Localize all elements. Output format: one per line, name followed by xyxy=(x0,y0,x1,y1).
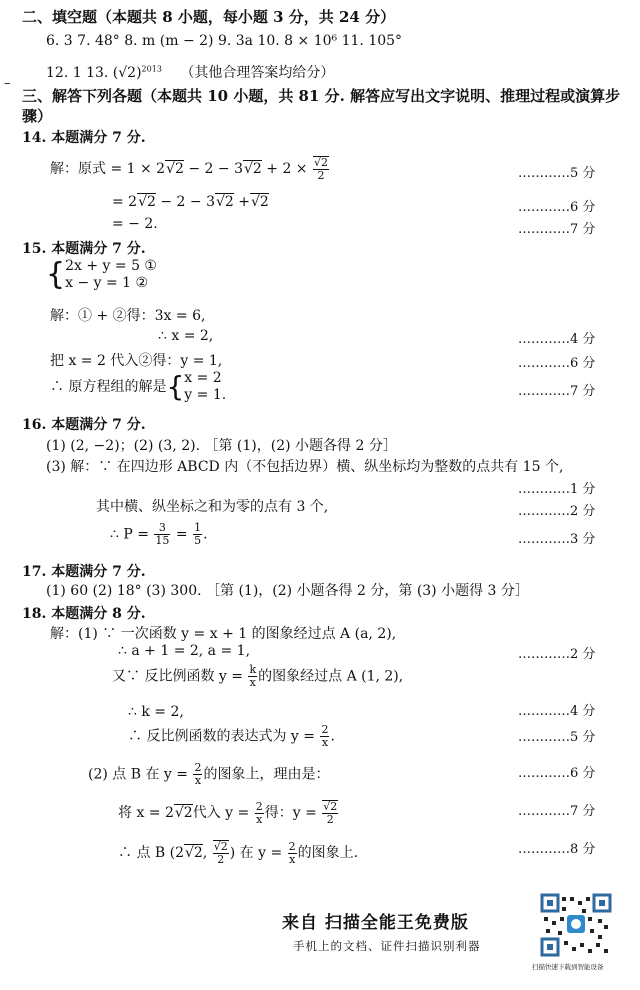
q18-line-5: ∴ 反比例函数的表达式为 y = $\frac{2}{x}$ . xyxy=(128,723,335,749)
q18-line-6: (2) 点 B 在 y = $\frac{2}{x}$ 的图象上，理由是： xyxy=(88,761,330,787)
q15-line-1: 解：① + ②得：3x = 6, xyxy=(50,308,206,324)
q14-line-1: 解：原式 = 1 × 2√2 − 2 − 3√2 + 2 × $\frac{√2}{2}$ xyxy=(50,156,328,182)
q18-line-3: 又∵ 反比例函数 y = $\frac{k}{x}$ 的图象经过点 A (1, 2), xyxy=(112,663,404,689)
q18-score-4: …………6 分 xyxy=(518,766,596,781)
q15-score-2: …………6 分 xyxy=(518,356,596,371)
section-3-heading: 三、解答下列各题（本题共 10 小题，共 81 分. 解答应写出文字说明、推理过程或演算步 xyxy=(22,87,621,105)
q15-score-1: …………4 分 xyxy=(518,332,596,347)
q18-line-4: ∴ k = 2, xyxy=(128,704,184,720)
q17-title: 17. 本题满分 7 分. xyxy=(22,564,146,580)
q16-score-1: …………1 分 xyxy=(518,482,596,497)
watermark-subtitle: 手机上的文档、证件扫描识别利器 xyxy=(293,939,481,953)
q18-title: 18. 本题满分 8 分. xyxy=(22,606,146,622)
q16-score-2: …………2 分 xyxy=(518,504,596,519)
qr-caption: 扫描快速下载到智能设备 xyxy=(532,963,604,971)
q14-line-3: = − 2. xyxy=(112,216,158,232)
q16-title: 16. 本题满分 7 分. xyxy=(22,417,146,433)
section-2-heading: 二、填空题（本题共 8 小题，每小题 3 分，共 24 分） xyxy=(22,8,396,26)
q15-system: { 2x + y = 5 ① x − y = 1 ② xyxy=(46,257,157,292)
q18-line-8: ∴ 点 B (2√2, $\frac{√2}{2}$ ) 在 y = $\frac{2}{x}$ 的图象上. xyxy=(118,839,359,866)
q15-line-4: ∴ 原方程组的解是{ x = 2 y = 1. xyxy=(50,370,227,403)
q15-title: 15. 本题满分 7 分. xyxy=(22,241,146,257)
margin-mark: – xyxy=(4,76,11,91)
q18-score-1: …………2 分 xyxy=(518,647,596,662)
q15-line-3: 把 x = 2 代入②得：y = 1, xyxy=(50,353,223,369)
q18-score-3: …………5 分 xyxy=(518,730,596,745)
answers-row-2: 12. 1 13. $(√2)^{2013}$ （其他合理答案均给分） xyxy=(46,64,335,81)
q16-line-4: ∴ P = $\frac{3}{15}$ = $\frac{1}{5}$ . xyxy=(110,521,208,547)
q18-score-6: …………8 分 xyxy=(518,842,596,857)
q18-line-7: 将 x = 2√2代入 y = $\frac{2}{x}$ 得：y = $\frac{√2}{2}$ xyxy=(118,799,338,826)
q15-line-2: ∴ x = 2, xyxy=(158,328,214,344)
q14-line-2: = 2√2 − 2 − 3√2 +√2 xyxy=(112,194,269,210)
section-3-heading-cont: 骤） xyxy=(22,107,53,125)
q16-line-2: (3) 解：∵ 在四边形 ABCD 内（不包括边界）横、纵坐标均为整数的点共有 15 个, xyxy=(46,459,564,475)
q16-score-3: …………3 分 xyxy=(518,532,596,547)
q15-score-3: …………7 分 xyxy=(518,384,596,399)
q14-score-2: …………6 分 xyxy=(518,200,596,215)
watermark-title: 来自 扫描全能王免费版 xyxy=(282,913,469,933)
qr-code-icon xyxy=(540,893,612,957)
q14-score-1: …………5 分 xyxy=(518,166,596,181)
q16-line-3: 其中横、纵坐标之和为零的点有 3 个, xyxy=(96,499,329,515)
q18-line-2: ∴ a + 1 = 2, a = 1, xyxy=(118,643,251,659)
q16-line-1: (1) (2, −2)；(2) (3, 2). ［第 (1)，(2) 小题各得 2 分］ xyxy=(46,438,397,454)
q18-score-5: …………7 分 xyxy=(518,804,596,819)
q18-score-2: …………4 分 xyxy=(518,704,596,719)
q18-line-1: 解：(1) ∵ 一次函数 y = x + 1 的图象经过点 A (a, 2), xyxy=(50,626,397,642)
answers-row-1: 6. 3 7. 48° 8. m (m − 2) 9. 3a 10. 8 × 10⁶ 11. 105° xyxy=(46,33,403,49)
q14-title: 14. 本题满分 7 分. xyxy=(22,130,146,146)
q17-line-1: (1) 60 (2) 18° (3) 300. ［第 (1)，(2) 小题各得 2 分，第 (3) 小题得 3 分］ xyxy=(46,583,529,599)
q14-score-3: …………7 分 xyxy=(518,222,596,237)
